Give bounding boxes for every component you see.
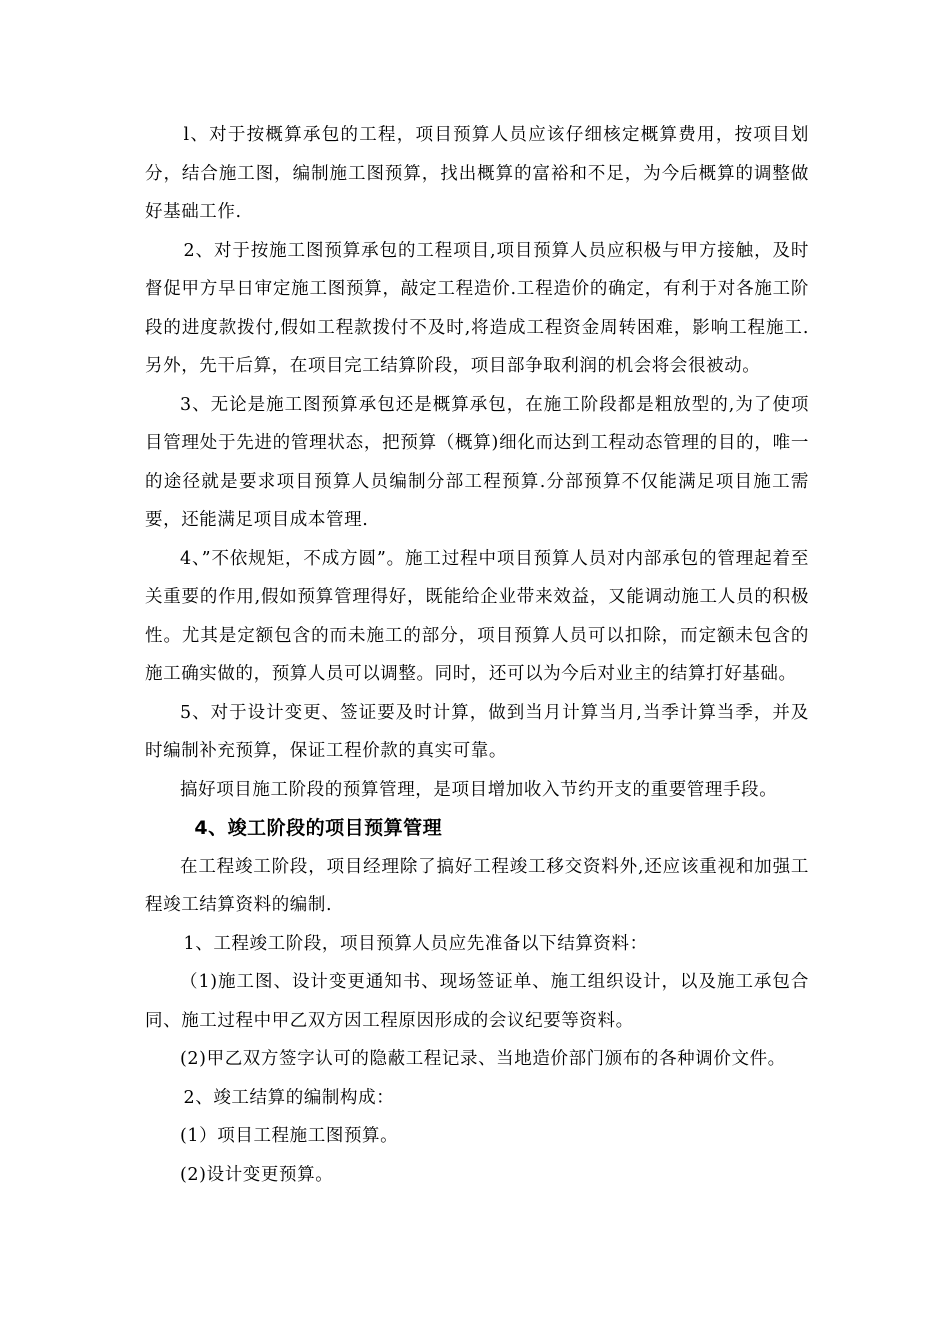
paragraph-1: l、对于按概算承包的工程，项目预算人员应该仔细核定概算费用，按项目划分，结合施工图，编制施工图预算，找出概算的富裕和不足，为今后概算的调整做好基础工作.: [145, 125, 809, 222]
paragraph-13: (2)设计变更预算。: [180, 1164, 334, 1185]
paragraph-8: 1、工程竣工阶段，项目预算人员应先准备以下结算资料：: [183, 933, 648, 954]
paragraph-6: 搞好项目施工阶段的预算管理，是项目增加收入节约开支的重要管理手段。: [180, 779, 778, 800]
paragraph-3: 3、无论是施工图预算承包还是概算承包，在施工阶段都是粗放型的,为了使项目管理处于先进的管理状态，把预算（概算)细化而达到工程动态管理的目的，唯一的途径就是要求项目预算人员编制分部工程预算.分部预算不仅能满足项目施工需要，还能满足项目成本管理.: [145, 394, 809, 530]
section-heading: 4、竣工阶段的项目预算管理: [194, 817, 443, 839]
paragraph-7: 在工程竣工阶段，项目经理除了搞好工程竣工移交资料外,还应该重视和加强工程竣工结算资料的编制.: [145, 856, 809, 915]
document-body: [145, 116, 809, 1194]
paragraph-9: （1)施工图、设计变更通知书、现场签证单、施工组织设计，以及施工承包合同、施工过程中甲乙双方因工程原因形成的会议纪要等资料。: [145, 972, 809, 1031]
paragraph-4: 4、”不依规矩，不成方圆”。施工过程中项目预算人员对内部承包的管理起着至关重要的作用,假如预算管理得好，既能给企业带来效益，又能调动施工人员的积极性。尤其是定额包含的而未施工的部分，项目预算人员可以扣除，而定额未包含的施工确实做的，预算人员可以调整。同时，还可以为今后对业主的结算打好基础。: [145, 548, 809, 684]
paragraph-5: 5、对于设计变更、签证要及时计算，做到当月计算当月,当季计算当季，并及时编制补充预算，保证工程价款的真实可靠。: [145, 702, 809, 761]
paragraph-12: (1）项目工程施工图预算。: [180, 1126, 399, 1146]
paragraph-11: 2、竣工结算的编制构成：: [183, 1087, 395, 1108]
paragraph-10: (2)甲乙双方签字认可的隐蔽工程记录、当地造价部门颁布的各种调价文件。: [180, 1049, 786, 1069]
paragraph-2: 2、对于按施工图预算承包的工程项目,项目预算人员应积极与甲方接触，及时督促甲方早日审定施工图预算，敲定工程造价.工程造价的确定，有利于对各施工阶段的进度款拨付,假如工程款拨付不及时,将造成工程资金周转困难，影响工程施工.另外，先干后算，在项目完工结算阶段，项目部争取利润的机会将会很被动。: [145, 240, 809, 376]
